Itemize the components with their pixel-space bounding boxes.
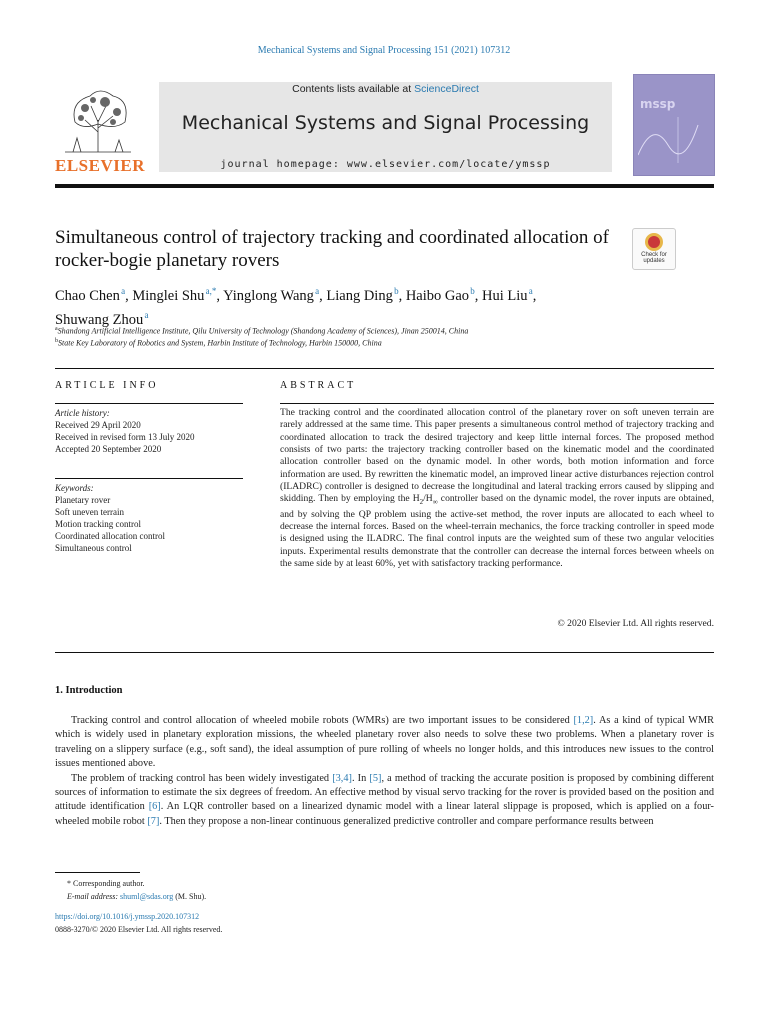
keywords-label: Keywords: [55,483,94,493]
crossmark-icon [645,233,663,251]
history-label: Article history: [55,408,110,418]
affiliation-text: Shandong Artificial Intelligence Institute, Qilu University of Technology (Shandong Academy of Sciences), Jinan 250014, China [57,326,469,336]
author-affil-sup[interactable]: a [144,309,149,320]
author-name[interactable]: Hui Liu [482,287,528,304]
author-name[interactable]: Chao Chen [55,287,120,304]
issn-line: 0888-3270/© 2020 Elsevier Ltd. All rights reserved. [55,924,223,934]
section-rule [55,652,714,653]
author-affil-sup[interactable]: a [528,286,533,296]
author-affil-sup[interactable]: a,* [205,286,217,296]
abstract-text [280,407,714,570]
journal-header [55,74,714,184]
affiliation-b [55,338,715,348]
crossmark-label: Check for updates [641,252,667,264]
affiliation-sup: b [55,338,58,344]
author-affil-sup[interactable]: a [121,286,126,296]
check-for-updates-button[interactable] [632,228,676,270]
homepage-line [159,159,612,170]
journal-banner [159,82,612,172]
homepage-url[interactable]: www.elsevier.com/locate/ymssp [346,159,551,170]
abstract-part: The tracking control and the coordinated allocation control of the planetary rover on soft uneven terrain are rarely addressed at the same time. This paper presents a simultaneous control method of trajectory tracking and coordinated allocation to track the desired trajectory and keep little internal forces. The proposed method consists of two parts: the trajectory tracking controller based on the kinematic model and the coordinated allocation controller based on the dynamic model. In other words, both motion information and force information are used. By rewritten the kinematic model, an improved linear active disturbances rejection control (ILADRC) controller is designed to decrease the longitudinal and lateral tracking errors caused by slipping and skidding. Then by employing the H [280,407,714,505]
article-title: Simultaneous control of trajectory tracking and coordinated allocation of rocker-bogie planetary rovers [55,227,609,271]
keyword: Soft uneven terrain [55,507,124,517]
author-name[interactable]: Shuwang Zhou [55,311,144,328]
abstract-part: /H [423,493,433,505]
citation-link[interactable]: [5] [369,772,382,784]
info-rule [55,478,243,479]
abstract-copyright: © 2020 Elsevier Ltd. All rights reserved. [557,618,714,629]
email-link[interactable]: shuml@sdas.org [120,891,174,901]
affiliation-sup: a [55,326,58,332]
section-rule [55,368,714,369]
paragraph-text: . An LQR controller based on a linearized dynamic model with a linear lateral slippage is proposed, which is applied on a four-wheeled mobile robot [55,801,714,827]
publisher-wordmark[interactable]: ELSEVIER [55,156,145,175]
citation-link[interactable]: [6] [148,801,161,813]
sciencedirect-link[interactable]: ScienceDirect [414,83,479,95]
abstract-rule [280,403,714,404]
abstract-part: controller based on the dynamic model, the rover inputs are obtained, and by solving the QP problem using the active-set method, the rover inputs are allocated to each wheel to decrease the internal forces. Based on the wheel-terrain mechanics, the force tracking controller in speed mode is designed using the ILADRC. The final control inputs are the weighted sum of these two angular velocities inputs. Experimental results demonstrate that the controller can decrease the internal forces between wheels on the same side by at least 60%, yet with satisfactory tracking performance. [280,493,714,570]
contents-prefix: Contents lists available at [292,83,415,95]
author-list: Chao Chen $^a$, Minglei Shu $^{a,*}$, Yinglong Wang $^a$, Liang Ding $^b$, Haibo Gao $^b$, Hui Liu $^a$, Shuwang Zhou $^a$ [55,286,537,328]
contents-line [159,83,612,95]
paragraph-text: . Then they propose a non-linear continuous generalized predictive controller and compare performance results between [159,815,654,827]
homepage-prefix: journal homepage: [220,159,347,170]
introduction-body [55,714,714,829]
author-affil-sup[interactable]: b [470,286,475,296]
footnote-rule [55,872,140,873]
citation-link[interactable]: [1,2] [573,715,594,726]
doi-link[interactable]: https://doi.org/10.1016/j.ymssp.2020.107312 [55,912,200,921]
keyword: Planetary rover [55,495,111,505]
keyword: Simultaneous control [55,543,132,553]
affiliation-text: State Key Laboratory of Robotics and System, Harbin Institute of Technology, Harbin 150000, China [58,338,382,348]
paragraph-text: . In [351,772,370,784]
author-name[interactable]: Yinglong Wang [223,287,314,304]
keyword: Coordinated allocation control [55,531,165,541]
paragraph-text: , a method of tracking the accurate position is proposed by combining different sources of information to estimate the six degrees of freedom. An effective method by visual servo tracking for the rover is provided based on the position and attitude identification [55,772,714,813]
author-name[interactable]: Haibo Gao [405,287,470,304]
article-info-heading: ARTICLE INFO [55,380,159,391]
paragraph-text: Tracking control and control allocation of wheeled mobile robots (WMRs) are two important issues to be considered [71,715,574,726]
history-item: Received in revised form 13 July 2020 [55,432,195,442]
journal-cover-thumbnail[interactable] [633,74,715,176]
citation-link[interactable]: [7] [147,815,160,827]
author-name[interactable]: Minglei Shu [132,287,205,304]
keyword: Motion tracking control [55,519,141,529]
journal-citation[interactable]: Mechanical Systems and Signal Processing 151 (2021) 107312 [257,45,511,56]
abstract-heading: ABSTRACT [280,380,357,391]
history-item: Accepted 20 September 2020 [55,444,162,454]
email-label: E-mail address: [67,891,121,901]
author-name[interactable]: Liang Ding [326,287,393,304]
info-rule [55,403,243,404]
author-affil-sup[interactable]: a [315,286,320,296]
affiliation-a [55,326,715,336]
abstract-subscript: 2 [419,498,424,507]
introduction-heading: 1. Introduction [55,685,123,696]
footnotes [55,878,714,936]
cover-title: mssp [640,97,676,111]
paragraph [55,772,714,830]
author-affil-sup[interactable]: b [394,286,399,296]
history-item: Received 29 April 2020 [55,420,141,430]
corresponding-author-note: * Corresponding author. [67,879,145,888]
email-suffix: (M. Shu). [173,891,207,901]
paragraph-text: . As a kind of typical WMR which is widely used in planetary exploration missions, the wheeled planetary rover also needs to solve these two problems. When a planetary rover is traveling on a slippery surface (e.g., soft sand), the ideal assumption of pure rolling of wheels no longer holds, and this introduces new issues to the control issues mentioned above. [55,715,714,770]
citation-link[interactable]: [3,4] [332,772,352,784]
article-history [55,407,243,455]
abstract-subscript: ∞ [432,498,438,507]
paragraph-text: The problem of tracking control has been widely investigated [71,772,333,784]
cover-wave-graphic [638,115,708,165]
email-note [55,891,714,904]
keywords-block [55,482,243,554]
paragraph [55,714,714,772]
header-rule [55,184,714,188]
journal-title: Mechanical Systems and Signal Processing [181,112,590,134]
